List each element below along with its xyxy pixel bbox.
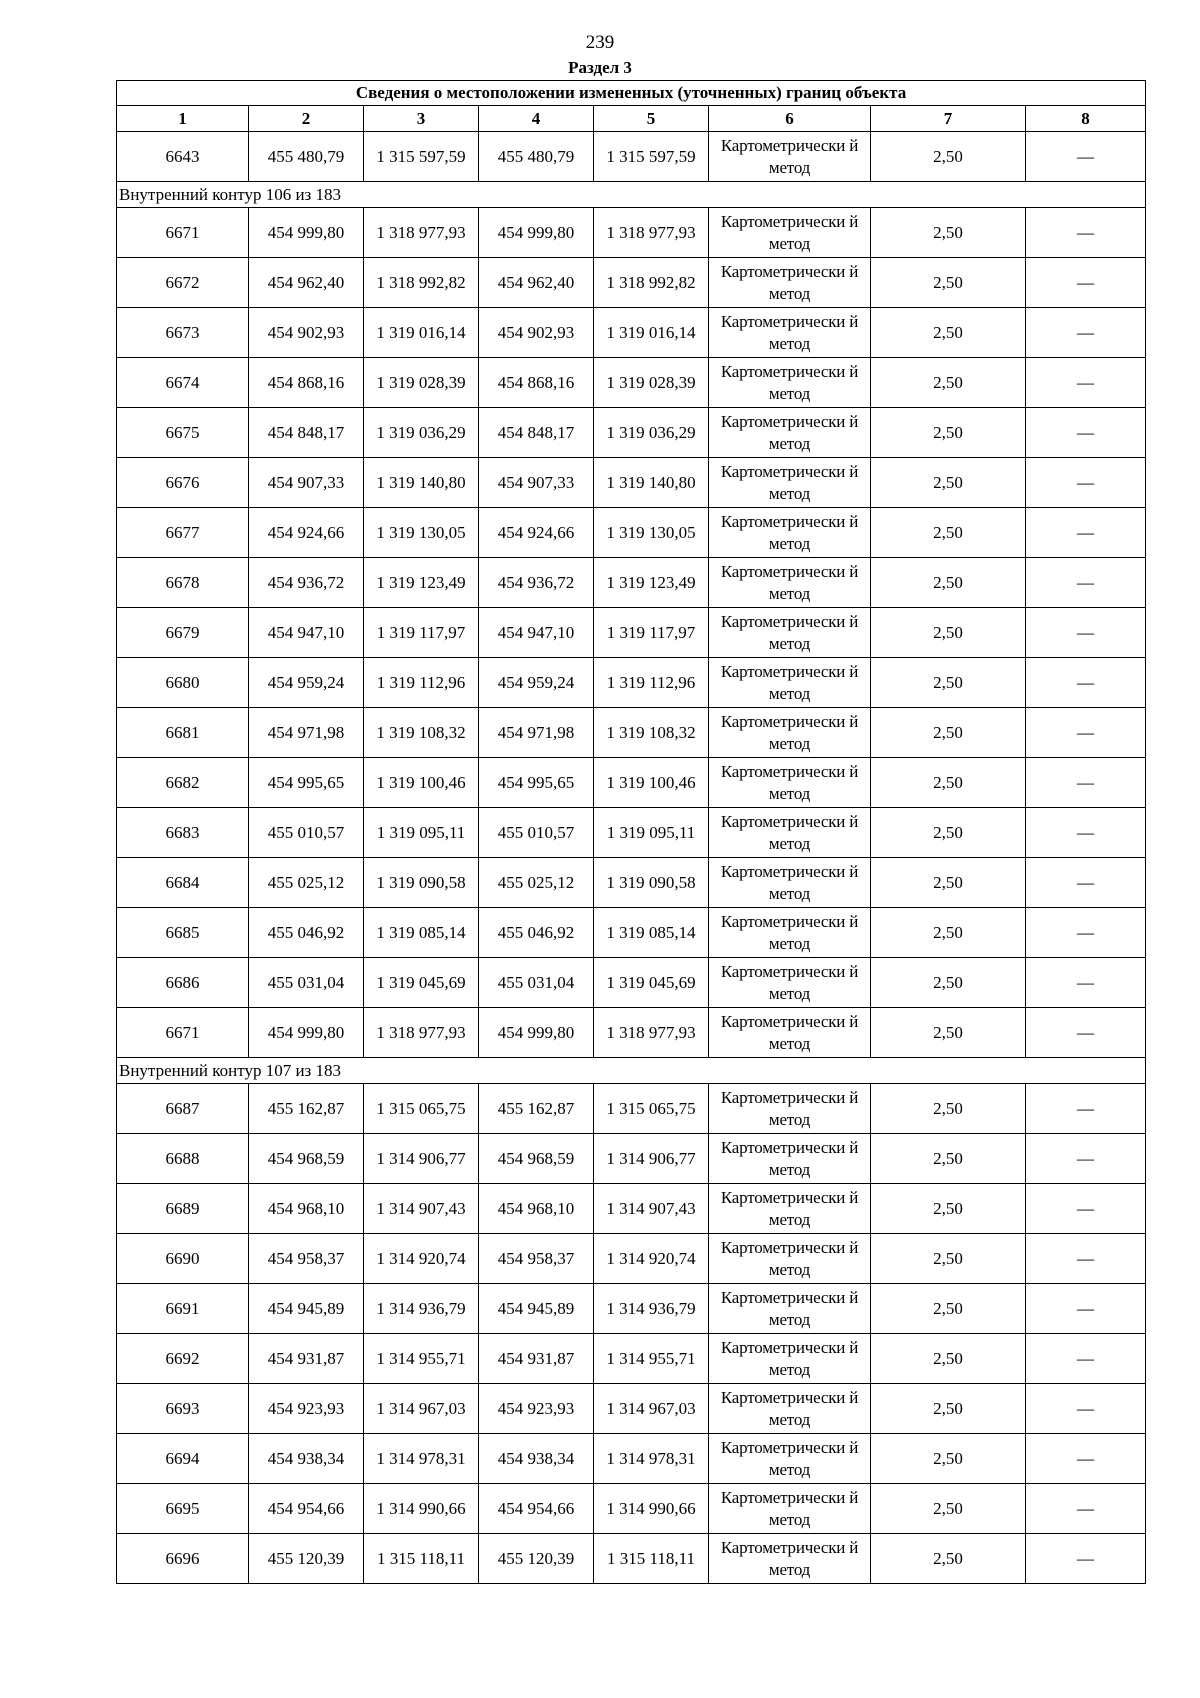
table-row bbox=[117, 1084, 1146, 1134]
cell-point-number: 6689 bbox=[117, 1184, 249, 1234]
cell-y-old: 1 319 140,80 bbox=[364, 458, 479, 508]
cell-description: — bbox=[1026, 1008, 1146, 1058]
cell-x-new: 454 959,24 bbox=[479, 658, 594, 708]
cell-method: Картометрически й метод bbox=[709, 1284, 871, 1334]
cell-accuracy: 2,50 bbox=[871, 808, 1026, 858]
cell-x-new: 455 010,57 bbox=[479, 808, 594, 858]
cell-method: Картометрически й метод bbox=[709, 958, 871, 1008]
cell-y-old: 1 319 045,69 bbox=[364, 958, 479, 1008]
table-caption: Сведения о местоположении измененных (уточненных) границ объекта bbox=[117, 81, 1146, 106]
cell-accuracy: 2,50 bbox=[871, 708, 1026, 758]
table-row bbox=[117, 858, 1146, 908]
cell-y-new: 1 319 108,32 bbox=[594, 708, 709, 758]
cell-x-old: 454 999,80 bbox=[249, 208, 364, 258]
cell-description: — bbox=[1026, 408, 1146, 458]
cell-accuracy: 2,50 bbox=[871, 308, 1026, 358]
cell-x-new: 455 480,79 bbox=[479, 132, 594, 182]
cell-y-new: 1 314 967,03 bbox=[594, 1384, 709, 1434]
cell-y-new: 1 319 117,97 bbox=[594, 608, 709, 658]
cell-description: — bbox=[1026, 608, 1146, 658]
cell-point-number: 6643 bbox=[117, 132, 249, 182]
cell-description: — bbox=[1026, 1434, 1146, 1484]
cell-description: — bbox=[1026, 358, 1146, 408]
cell-accuracy: 2,50 bbox=[871, 358, 1026, 408]
cell-point-number: 6671 bbox=[117, 1008, 249, 1058]
cell-y-old: 1 315 597,59 bbox=[364, 132, 479, 182]
cell-accuracy: 2,50 bbox=[871, 1384, 1026, 1434]
page-number: 239 bbox=[585, 32, 615, 53]
cell-accuracy: 2,50 bbox=[871, 1284, 1026, 1334]
cell-x-new: 454 971,98 bbox=[479, 708, 594, 758]
cell-method: Картометрически й метод bbox=[709, 1484, 871, 1534]
cell-x-new: 454 848,17 bbox=[479, 408, 594, 458]
cell-point-number: 6677 bbox=[117, 508, 249, 558]
cell-description: — bbox=[1026, 708, 1146, 758]
cell-x-new: 455 162,87 bbox=[479, 1084, 594, 1134]
cell-x-new: 454 999,80 bbox=[479, 208, 594, 258]
cell-accuracy: 2,50 bbox=[871, 208, 1026, 258]
cell-point-number: 6695 bbox=[117, 1484, 249, 1534]
cell-y-new: 1 318 992,82 bbox=[594, 258, 709, 308]
cell-y-new: 1 319 112,96 bbox=[594, 658, 709, 708]
cell-description: — bbox=[1026, 208, 1146, 258]
table-row bbox=[117, 508, 1146, 558]
cell-y-new: 1 318 977,93 bbox=[594, 208, 709, 258]
cell-description: — bbox=[1026, 1384, 1146, 1434]
cell-description: — bbox=[1026, 1334, 1146, 1384]
cell-description: — bbox=[1026, 1134, 1146, 1184]
cell-y-old: 1 318 977,93 bbox=[364, 208, 479, 258]
cell-point-number: 6675 bbox=[117, 408, 249, 458]
table-row bbox=[117, 1134, 1146, 1184]
cell-x-old: 454 868,16 bbox=[249, 358, 364, 408]
cell-y-old: 1 314 978,31 bbox=[364, 1434, 479, 1484]
cell-accuracy: 2,50 bbox=[871, 858, 1026, 908]
contour-row bbox=[117, 1058, 1146, 1084]
boundary-coordinates-table bbox=[116, 80, 1146, 1584]
cell-description: — bbox=[1026, 308, 1146, 358]
cell-y-new: 1 319 095,11 bbox=[594, 808, 709, 858]
cell-y-new: 1 315 597,59 bbox=[594, 132, 709, 182]
table-row bbox=[117, 1184, 1146, 1234]
cell-method: Картометрически й метод bbox=[709, 608, 871, 658]
cell-accuracy: 2,50 bbox=[871, 908, 1026, 958]
cell-y-old: 1 318 992,82 bbox=[364, 258, 479, 308]
column-header: 8 bbox=[1026, 106, 1146, 132]
cell-x-old: 454 954,66 bbox=[249, 1484, 364, 1534]
cell-x-new: 454 968,10 bbox=[479, 1184, 594, 1234]
cell-point-number: 6694 bbox=[117, 1434, 249, 1484]
cell-description: — bbox=[1026, 1234, 1146, 1284]
cell-description: — bbox=[1026, 132, 1146, 182]
cell-y-old: 1 314 967,03 bbox=[364, 1384, 479, 1434]
column-header: 2 bbox=[249, 106, 364, 132]
cell-y-old: 1 314 955,71 bbox=[364, 1334, 479, 1384]
cell-y-old: 1 319 117,97 bbox=[364, 608, 479, 658]
cell-point-number: 6680 bbox=[117, 658, 249, 708]
cell-y-old: 1 314 936,79 bbox=[364, 1284, 479, 1334]
cell-x-old: 454 947,10 bbox=[249, 608, 364, 658]
column-header: 5 bbox=[594, 106, 709, 132]
table-row bbox=[117, 758, 1146, 808]
cell-method: Картометрически й метод bbox=[709, 208, 871, 258]
cell-y-old: 1 319 095,11 bbox=[364, 808, 479, 858]
cell-x-old: 454 971,98 bbox=[249, 708, 364, 758]
cell-method: Картометрически й метод bbox=[709, 808, 871, 858]
cell-y-old: 1 314 990,66 bbox=[364, 1484, 479, 1534]
cell-y-old: 1 314 920,74 bbox=[364, 1234, 479, 1284]
cell-x-old: 454 958,37 bbox=[249, 1234, 364, 1284]
cell-accuracy: 2,50 bbox=[871, 758, 1026, 808]
table-row bbox=[117, 1534, 1146, 1584]
cell-x-old: 454 924,66 bbox=[249, 508, 364, 558]
cell-method: Картометрически й метод bbox=[709, 1234, 871, 1284]
cell-description: — bbox=[1026, 858, 1146, 908]
table-row bbox=[117, 908, 1146, 958]
cell-point-number: 6676 bbox=[117, 458, 249, 508]
cell-point-number: 6672 bbox=[117, 258, 249, 308]
cell-x-old: 454 945,89 bbox=[249, 1284, 364, 1334]
cell-description: — bbox=[1026, 808, 1146, 858]
cell-y-new: 1 314 920,74 bbox=[594, 1234, 709, 1284]
table-row bbox=[117, 132, 1146, 182]
cell-x-new: 454 931,87 bbox=[479, 1334, 594, 1384]
cell-method: Картометрически й метод bbox=[709, 1434, 871, 1484]
cell-method: Картометрически й метод bbox=[709, 658, 871, 708]
cell-y-new: 1 319 036,29 bbox=[594, 408, 709, 458]
cell-point-number: 6678 bbox=[117, 558, 249, 608]
column-header: 6 bbox=[709, 106, 871, 132]
cell-point-number: 6683 bbox=[117, 808, 249, 858]
cell-point-number: 6671 bbox=[117, 208, 249, 258]
cell-x-old: 455 480,79 bbox=[249, 132, 364, 182]
column-header: 3 bbox=[364, 106, 479, 132]
cell-description: — bbox=[1026, 1284, 1146, 1334]
cell-x-old: 454 936,72 bbox=[249, 558, 364, 608]
cell-method: Картометрически й метод bbox=[709, 132, 871, 182]
cell-x-new: 454 968,59 bbox=[479, 1134, 594, 1184]
cell-x-old: 454 907,33 bbox=[249, 458, 364, 508]
cell-description: — bbox=[1026, 558, 1146, 608]
column-header-row bbox=[117, 106, 1146, 132]
cell-y-new: 1 314 978,31 bbox=[594, 1434, 709, 1484]
cell-method: Картометрически й метод bbox=[709, 1184, 871, 1234]
cell-point-number: 6693 bbox=[117, 1384, 249, 1434]
cell-method: Картометрически й метод bbox=[709, 1534, 871, 1584]
cell-y-old: 1 319 016,14 bbox=[364, 308, 479, 358]
cell-x-new: 454 938,34 bbox=[479, 1434, 594, 1484]
cell-y-new: 1 314 990,66 bbox=[594, 1484, 709, 1534]
cell-accuracy: 2,50 bbox=[871, 408, 1026, 458]
cell-description: — bbox=[1026, 908, 1146, 958]
table-row bbox=[117, 608, 1146, 658]
contour-label: Внутренний контур 107 из 183 bbox=[117, 1058, 1146, 1084]
cell-method: Картометрически й метод bbox=[709, 1084, 871, 1134]
column-header: 7 bbox=[871, 106, 1026, 132]
cell-method: Картометрически й метод bbox=[709, 508, 871, 558]
cell-accuracy: 2,50 bbox=[871, 1484, 1026, 1534]
cell-description: — bbox=[1026, 458, 1146, 508]
contour-label: Внутренний контур 106 из 183 bbox=[117, 182, 1146, 208]
cell-point-number: 6687 bbox=[117, 1084, 249, 1134]
cell-x-old: 454 931,87 bbox=[249, 1334, 364, 1384]
table-row bbox=[117, 1234, 1146, 1284]
cell-method: Картометрически й метод bbox=[709, 308, 871, 358]
cell-accuracy: 2,50 bbox=[871, 1134, 1026, 1184]
cell-y-old: 1 315 118,11 bbox=[364, 1534, 479, 1584]
cell-x-old: 455 046,92 bbox=[249, 908, 364, 958]
cell-x-new: 454 907,33 bbox=[479, 458, 594, 508]
cell-x-old: 455 025,12 bbox=[249, 858, 364, 908]
cell-accuracy: 2,50 bbox=[871, 1534, 1026, 1584]
cell-x-old: 455 162,87 bbox=[249, 1084, 364, 1134]
cell-x-new: 455 120,39 bbox=[479, 1534, 594, 1584]
cell-y-new: 1 314 936,79 bbox=[594, 1284, 709, 1334]
cell-x-old: 454 968,59 bbox=[249, 1134, 364, 1184]
table-row bbox=[117, 308, 1146, 358]
cell-accuracy: 2,50 bbox=[871, 1434, 1026, 1484]
table-row bbox=[117, 1334, 1146, 1384]
cell-x-old: 454 923,93 bbox=[249, 1384, 364, 1434]
cell-y-old: 1 319 108,32 bbox=[364, 708, 479, 758]
cell-accuracy: 2,50 bbox=[871, 1084, 1026, 1134]
cell-x-new: 454 958,37 bbox=[479, 1234, 594, 1284]
table-row bbox=[117, 1434, 1146, 1484]
cell-point-number: 6681 bbox=[117, 708, 249, 758]
cell-y-old: 1 319 090,58 bbox=[364, 858, 479, 908]
cell-y-new: 1 319 140,80 bbox=[594, 458, 709, 508]
cell-method: Картометрически й метод bbox=[709, 708, 871, 758]
cell-x-old: 454 999,80 bbox=[249, 1008, 364, 1058]
cell-y-new: 1 314 906,77 bbox=[594, 1134, 709, 1184]
cell-x-old: 454 995,65 bbox=[249, 758, 364, 808]
cell-y-old: 1 319 123,49 bbox=[364, 558, 479, 608]
cell-point-number: 6692 bbox=[117, 1334, 249, 1384]
cell-y-old: 1 319 085,14 bbox=[364, 908, 479, 958]
cell-method: Картометрически й метод bbox=[709, 258, 871, 308]
cell-accuracy: 2,50 bbox=[871, 1334, 1026, 1384]
cell-point-number: 6688 bbox=[117, 1134, 249, 1184]
table-row bbox=[117, 1484, 1146, 1534]
cell-point-number: 6684 bbox=[117, 858, 249, 908]
cell-y-old: 1 318 977,93 bbox=[364, 1008, 479, 1058]
cell-x-old: 454 959,24 bbox=[249, 658, 364, 708]
cell-point-number: 6682 bbox=[117, 758, 249, 808]
table-row bbox=[117, 808, 1146, 858]
cell-accuracy: 2,50 bbox=[871, 458, 1026, 508]
cell-point-number: 6690 bbox=[117, 1234, 249, 1284]
cell-x-old: 455 031,04 bbox=[249, 958, 364, 1008]
cell-y-new: 1 319 028,39 bbox=[594, 358, 709, 408]
table-row bbox=[117, 708, 1146, 758]
cell-method: Картометрически й метод bbox=[709, 758, 871, 808]
cell-x-new: 454 868,16 bbox=[479, 358, 594, 408]
cell-description: — bbox=[1026, 508, 1146, 558]
cell-x-new: 455 025,12 bbox=[479, 858, 594, 908]
cell-x-new: 454 954,66 bbox=[479, 1484, 594, 1534]
cell-x-old: 454 848,17 bbox=[249, 408, 364, 458]
cell-x-old: 454 968,10 bbox=[249, 1184, 364, 1234]
cell-y-new: 1 319 016,14 bbox=[594, 308, 709, 358]
cell-description: — bbox=[1026, 1484, 1146, 1534]
cell-x-new: 454 945,89 bbox=[479, 1284, 594, 1334]
cell-x-new: 454 962,40 bbox=[479, 258, 594, 308]
cell-y-new: 1 314 907,43 bbox=[594, 1184, 709, 1234]
column-header: 1 bbox=[117, 106, 249, 132]
table-row bbox=[117, 208, 1146, 258]
cell-y-new: 1 315 118,11 bbox=[594, 1534, 709, 1584]
cell-method: Картометрически й метод bbox=[709, 908, 871, 958]
cell-y-old: 1 315 065,75 bbox=[364, 1084, 479, 1134]
section-title: Раздел 3 bbox=[568, 58, 632, 77]
cell-method: Картометрически й метод bbox=[709, 1334, 871, 1384]
cell-description: — bbox=[1026, 1084, 1146, 1134]
cell-description: — bbox=[1026, 258, 1146, 308]
table-row bbox=[117, 558, 1146, 608]
cell-description: — bbox=[1026, 1534, 1146, 1584]
cell-description: — bbox=[1026, 658, 1146, 708]
table-row bbox=[117, 1008, 1146, 1058]
cell-y-new: 1 319 045,69 bbox=[594, 958, 709, 1008]
cell-accuracy: 2,50 bbox=[871, 958, 1026, 1008]
cell-description: — bbox=[1026, 958, 1146, 1008]
cell-point-number: 6674 bbox=[117, 358, 249, 408]
column-header: 4 bbox=[479, 106, 594, 132]
cell-x-new: 454 902,93 bbox=[479, 308, 594, 358]
cell-accuracy: 2,50 bbox=[871, 1234, 1026, 1284]
table-row bbox=[117, 358, 1146, 408]
table-row bbox=[117, 258, 1146, 308]
cell-x-old: 454 938,34 bbox=[249, 1434, 364, 1484]
cell-point-number: 6691 bbox=[117, 1284, 249, 1334]
cell-y-new: 1 315 065,75 bbox=[594, 1084, 709, 1134]
cell-method: Картометрически й метод bbox=[709, 358, 871, 408]
cell-y-old: 1 319 130,05 bbox=[364, 508, 479, 558]
cell-x-old: 454 902,93 bbox=[249, 308, 364, 358]
cell-method: Картометрически й метод bbox=[709, 408, 871, 458]
cell-y-old: 1 314 907,43 bbox=[364, 1184, 479, 1234]
cell-point-number: 6685 bbox=[117, 908, 249, 958]
cell-x-old: 455 120,39 bbox=[249, 1534, 364, 1584]
cell-description: — bbox=[1026, 758, 1146, 808]
cell-point-number: 6696 bbox=[117, 1534, 249, 1584]
cell-point-number: 6679 bbox=[117, 608, 249, 658]
cell-x-new: 455 031,04 bbox=[479, 958, 594, 1008]
cell-accuracy: 2,50 bbox=[871, 558, 1026, 608]
cell-y-new: 1 319 100,46 bbox=[594, 758, 709, 808]
cell-description: — bbox=[1026, 1184, 1146, 1234]
cell-x-new: 455 046,92 bbox=[479, 908, 594, 958]
cell-x-new: 454 924,66 bbox=[479, 508, 594, 558]
cell-x-new: 454 923,93 bbox=[479, 1384, 594, 1434]
cell-y-old: 1 314 906,77 bbox=[364, 1134, 479, 1184]
cell-method: Картометрически й метод bbox=[709, 1134, 871, 1184]
cell-method: Картометрически й метод bbox=[709, 1008, 871, 1058]
cell-x-new: 454 936,72 bbox=[479, 558, 594, 608]
cell-y-new: 1 319 130,05 bbox=[594, 508, 709, 558]
cell-point-number: 6673 bbox=[117, 308, 249, 358]
cell-x-new: 454 999,80 bbox=[479, 1008, 594, 1058]
table-row bbox=[117, 1384, 1146, 1434]
cell-accuracy: 2,50 bbox=[871, 508, 1026, 558]
cell-method: Картометрически й метод bbox=[709, 558, 871, 608]
cell-y-old: 1 319 112,96 bbox=[364, 658, 479, 708]
table-body bbox=[117, 132, 1146, 1584]
cell-point-number: 6686 bbox=[117, 958, 249, 1008]
cell-y-old: 1 319 028,39 bbox=[364, 358, 479, 408]
cell-y-new: 1 319 090,58 bbox=[594, 858, 709, 908]
cell-x-old: 454 962,40 bbox=[249, 258, 364, 308]
cell-accuracy: 2,50 bbox=[871, 658, 1026, 708]
cell-y-old: 1 319 036,29 bbox=[364, 408, 479, 458]
cell-accuracy: 2,50 bbox=[871, 132, 1026, 182]
cell-accuracy: 2,50 bbox=[871, 608, 1026, 658]
cell-x-old: 455 010,57 bbox=[249, 808, 364, 858]
cell-x-new: 454 947,10 bbox=[479, 608, 594, 658]
cell-y-new: 1 318 977,93 bbox=[594, 1008, 709, 1058]
contour-row bbox=[117, 182, 1146, 208]
cell-y-new: 1 319 085,14 bbox=[594, 908, 709, 958]
table-row bbox=[117, 408, 1146, 458]
cell-accuracy: 2,50 bbox=[871, 1184, 1026, 1234]
table-row bbox=[117, 1284, 1146, 1334]
table-row bbox=[117, 958, 1146, 1008]
cell-method: Картометрически й метод bbox=[709, 458, 871, 508]
cell-accuracy: 2,50 bbox=[871, 258, 1026, 308]
cell-y-new: 1 319 123,49 bbox=[594, 558, 709, 608]
cell-y-old: 1 319 100,46 bbox=[364, 758, 479, 808]
cell-x-new: 454 995,65 bbox=[479, 758, 594, 808]
cell-method: Картометрически й метод bbox=[709, 858, 871, 908]
cell-accuracy: 2,50 bbox=[871, 1008, 1026, 1058]
cell-method: Картометрически й метод bbox=[709, 1384, 871, 1434]
table-row bbox=[117, 658, 1146, 708]
table-row bbox=[117, 458, 1146, 508]
cell-y-new: 1 314 955,71 bbox=[594, 1334, 709, 1384]
